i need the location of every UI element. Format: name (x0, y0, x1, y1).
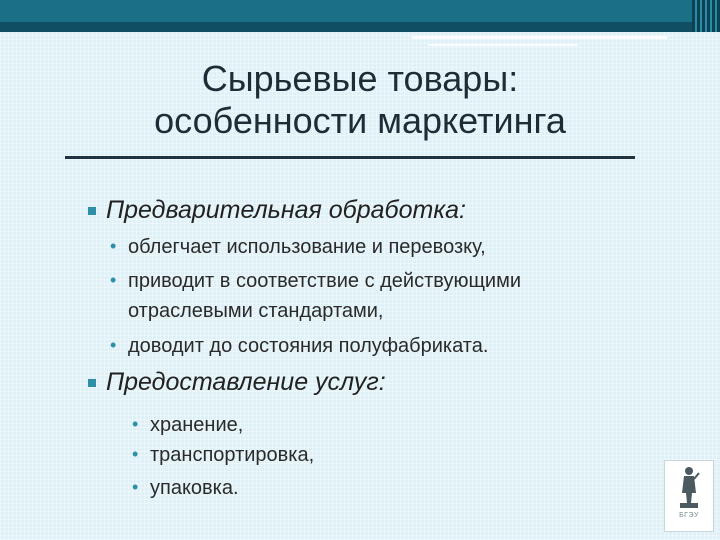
square-bullet-icon (88, 379, 96, 387)
list-item: облегчает использование и перевозку, (128, 236, 486, 258)
slide-title (80, 58, 640, 142)
statue-icon (665, 461, 713, 513)
list-item: приводит в соответствие с действующими (128, 270, 521, 292)
list-item: упаковка. (150, 477, 239, 499)
list-item-continuation: отраслевыми стандартами, (128, 300, 384, 322)
header-band-shadow (0, 22, 720, 32)
section-heading-services: Предоставление услуг: (106, 368, 386, 396)
title-line-2: особенности маркетинга (154, 100, 566, 141)
square-bullet-icon (88, 207, 96, 215)
header-band (0, 0, 720, 22)
round-bullet-icon: • (132, 477, 139, 497)
logo-caption: БГЭУ (679, 512, 699, 519)
university-statue-logo (664, 460, 714, 532)
round-bullet-icon: • (132, 414, 139, 434)
list-item: доводит до состояния полуфабриката. (128, 335, 489, 357)
title-underline (65, 156, 635, 159)
round-bullet-icon: • (132, 444, 139, 464)
title-line-1: Сырьевые товары: (201, 58, 519, 99)
header-accent-line (412, 36, 667, 39)
list-item: хранение, (150, 414, 244, 436)
header-stripes (692, 0, 720, 32)
list-item: транспортировка, (150, 444, 315, 466)
header-accent-line-short (428, 44, 578, 46)
section-heading-preprocessing: Предварительная обработка: (106, 196, 466, 224)
round-bullet-icon: • (110, 236, 117, 256)
round-bullet-icon: • (110, 270, 117, 290)
round-bullet-icon: • (110, 335, 117, 355)
